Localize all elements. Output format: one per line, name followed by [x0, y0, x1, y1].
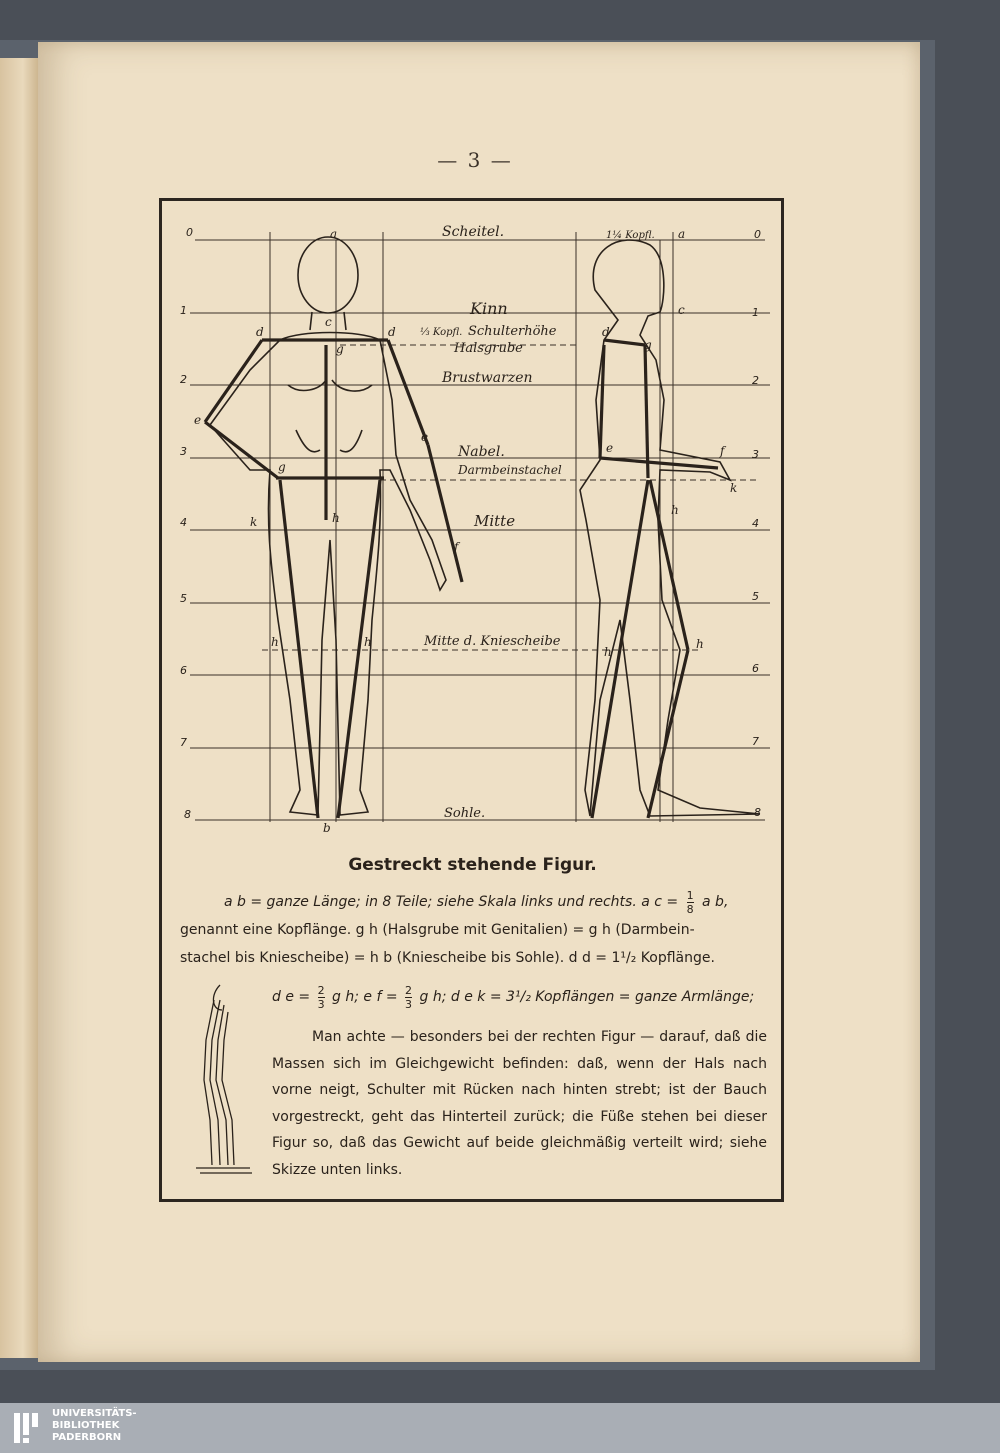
caption-p1-text-d: stachel bis Kniescheibe) = h b (Kniescheibe bis Sohle). d d = 1¹/₂ Kopflänge.	[180, 950, 715, 966]
point-h-side: h	[671, 503, 679, 517]
library-name	[52, 1408, 137, 1444]
fraction-denominator: 3	[405, 997, 413, 1011]
fraction-two-thirds-1	[318, 984, 325, 1011]
caption-p1-text-c: genannt eine Kopflänge. g h (Halsgrube mit Genitalien) = g h (Darmbein-	[180, 922, 695, 938]
label-brustwarzen: Brustwarzen	[442, 370, 533, 386]
point-c-front: c	[325, 315, 332, 329]
anatomy-labels	[420, 224, 655, 821]
point-a-front: a	[330, 227, 338, 241]
point-d-side: d	[602, 325, 610, 339]
library-logo-icon	[12, 1411, 46, 1445]
library-name-line-3: PADERBORN	[52, 1432, 122, 1443]
point-f-front: f	[454, 540, 459, 554]
label-scheitel: Scheitel.	[442, 224, 505, 240]
point-g-hip: g	[278, 460, 286, 474]
point-e-right: e	[421, 430, 429, 444]
fraction-one-eighth	[687, 889, 694, 916]
fraction-denominator: 3	[317, 997, 325, 1011]
point-letters	[194, 227, 737, 835]
figure-caption-title: Gestreckt stehende Figur.	[348, 855, 597, 875]
fraction-two-thirds-2	[405, 984, 412, 1011]
label-mitte: Mitte	[474, 512, 516, 530]
label-schulterhoehe: Schulterhöhe	[468, 324, 557, 339]
label-kniescheibe: Mitte d. Kniescheibe	[424, 634, 561, 649]
point-k-front: k	[250, 515, 258, 529]
caption-p2-text-a: d e =	[272, 989, 315, 1005]
page-number: — 3 —	[437, 148, 513, 172]
library-footer-bar	[0, 1403, 1000, 1453]
fraction-numerator: 2	[317, 983, 325, 997]
scale-left-8: 8	[184, 808, 191, 821]
scale-left-1: 1	[180, 304, 187, 317]
label-kopfl-top: 1¼ Kopfl.	[606, 230, 655, 241]
label-darmbeinstachel: Darmbeinstachel	[458, 463, 562, 477]
dashed-guides	[262, 345, 760, 650]
point-g-side: g	[644, 338, 652, 352]
point-h-knee-left: h	[271, 635, 279, 649]
scale-right-1: 1	[752, 306, 759, 319]
caption-p2-text-b: g h; e f =	[327, 989, 403, 1005]
point-d-right: d	[388, 325, 396, 339]
scale-left-0: 0	[186, 226, 193, 239]
front-construction-lines	[205, 340, 462, 818]
point-d-left: d	[256, 325, 264, 339]
scale-left-7: 7	[180, 736, 187, 749]
point-h-knee-side2: h	[696, 637, 704, 651]
point-c-side: c	[678, 303, 685, 317]
scale-right-4: 4	[752, 517, 759, 530]
point-k-side: k	[730, 481, 738, 495]
caption-p2-text-c: g h; d e k = 3¹/₂ Kopflängen = ganze Armlänge;	[415, 989, 755, 1005]
caption-paragraph-2	[272, 983, 767, 1011]
fraction-numerator: 1	[686, 888, 694, 902]
scale-right-7: 7	[752, 735, 759, 748]
scale-right-3: 3	[752, 448, 759, 461]
caption-paragraph-1	[180, 888, 765, 972]
label-sohle: Sohle.	[444, 806, 486, 821]
caption-paragraph-3: Man achte — besonders bei der rechten Figur — darauf, daß die Massen sich im Gleichgewicht befinden: daß, wenn der Hals nach vorne neigt, Schulter mit Rücken nach hinten strebt; ist der Bauch vorgestreckt, geht das Hinterteil zurück; die Füße stehen bei dieser Figur so, daß das Gewicht auf beide gleichmäßig verteilt wird; siehe Skizze unten links.	[272, 1029, 767, 1178]
point-f-side: f	[720, 444, 725, 458]
scale-left-6: 6	[180, 664, 187, 677]
scale-right-6: 6	[752, 662, 759, 675]
scale-left-4: 4	[180, 516, 187, 529]
scale-left-3: 3	[180, 445, 187, 458]
label-halsgrube: Halsgrube	[454, 341, 523, 356]
small-balance-sketch	[196, 985, 252, 1173]
scale-right-2: 2	[752, 374, 759, 387]
label-nabel: Nabel.	[458, 444, 505, 460]
label-kinn: Kinn	[470, 299, 508, 318]
point-h-knee-side: h	[604, 645, 612, 659]
point-b-front: b	[323, 821, 331, 835]
scale-right-5: 5	[752, 590, 759, 603]
scale-right-0: 0	[754, 228, 761, 241]
label-kopfl-third: ⅓ Kopfl.	[420, 327, 463, 338]
point-e-side: e	[606, 441, 614, 455]
scale-right-8: 8	[754, 806, 761, 819]
side-construction-lines	[592, 340, 718, 818]
point-e-left: e	[194, 413, 202, 427]
fraction-numerator: 2	[405, 983, 413, 997]
point-h-front: h	[332, 511, 340, 525]
point-a-side: a	[678, 227, 686, 241]
point-g-front: g	[336, 342, 344, 356]
scale-right	[752, 228, 761, 819]
scale-left	[180, 226, 193, 821]
library-name-line-1: UNIVERSITÄTS-	[52, 1408, 137, 1419]
caption-p1-text-a: a b = ganze Länge; in 8 Teile; siehe Skala links und rechts. a c =	[224, 894, 683, 910]
scale-left-5: 5	[180, 592, 187, 605]
caption-p1-text-b: a b,	[697, 894, 729, 910]
scale-left-2: 2	[180, 373, 187, 386]
library-name-line-2: BIBLIOTHEK	[52, 1420, 120, 1431]
point-h-knee-right: h	[364, 635, 372, 649]
fraction-denominator: 8	[686, 902, 694, 916]
